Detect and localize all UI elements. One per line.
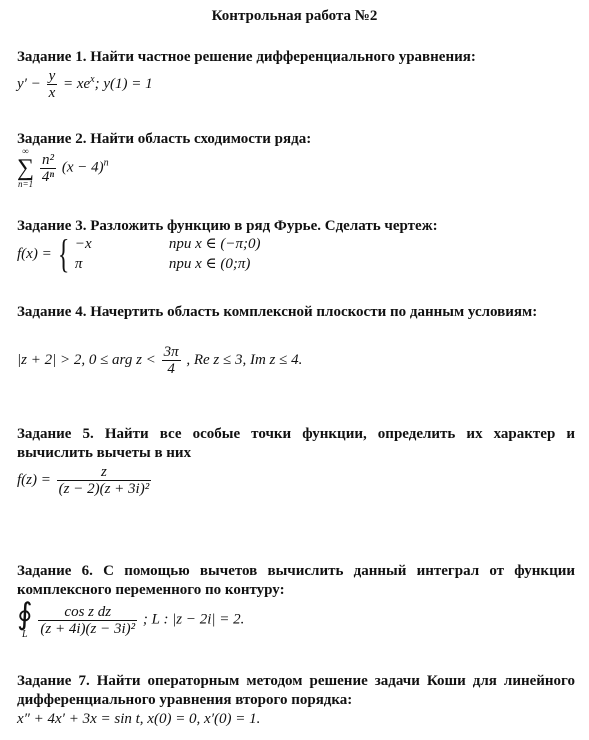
task-7-formula: x″ + 4x′ + 3x = sin t, x(0) = 0, x′(0) = 1. <box>17 711 261 727</box>
task-1-formula: y′ − $\frac{y}{x}$ = $xe^x$; y(1) = 1 <box>17 68 153 101</box>
task-3-heading: Задание 3. Разложить функцию в ряд Фурье. Сделать чертеж: <box>17 218 438 234</box>
fraction-integrand: $\frac{\text{cos z dz}}{\text{(z + 4i)(z − 3i)²}}$ <box>40 603 136 637</box>
task-2-formula: ∞ ∑ n=1 $\frac{\text{n²}}{\text{4ⁿ}}$ $(x - 4)^n$ <box>17 146 109 189</box>
task-4-formula: |z + 2| > 2, 0 ≤ arg z < $\frac{3\pi}{4}$ , Re z ≤ 3, Im z ≤ 4. <box>17 344 303 377</box>
task-5-formula: f(z) = $\frac{z}{\text{(z − 2)(z + 3i)²}}$ <box>17 464 150 497</box>
fraction-series-term: $\frac{\text{n²}}{\text{4ⁿ}}$ <box>41 151 55 185</box>
task-3-formula: f(x) = { −x при x ∈ (−π;0) π при x ∈ (0;π) <box>17 231 261 276</box>
piecewise-cases: −x при x ∈ (−π;0) π при x ∈ (0;π) <box>74 236 261 272</box>
summation: ∞ ∑ n=1 <box>17 146 35 189</box>
fraction-f-of-z: $\frac{z}{\text{(z − 2)(z + 3i)²}}$ <box>58 464 150 497</box>
task-5-heading: Задание 5. Найти все особые точки функции, определить их характер и вычислить вычеты в них <box>17 426 575 461</box>
task-4-heading: Задание 4. Начертить область комплексной плоскости по данным условиям: <box>17 304 538 320</box>
task-2-heading: Задание 2. Найти область сходимости ряда: <box>17 131 312 147</box>
fraction-y-over-x: $\frac{y}{x}$ <box>48 68 56 101</box>
task-1-heading: Задание 1. Найти частное решение дифференциального уравнения: <box>17 49 476 65</box>
page-title: Контрольная работа №2 <box>211 8 378 24</box>
task-6-heading: Задание 6. С помощью вычетов вычислить данный интеграл от функции комплексного переменного по контуру: <box>17 563 575 598</box>
fraction-3pi-over-4: $\frac{3\pi}{4}$ <box>163 344 179 377</box>
contour-integral: ∮ L <box>17 598 33 640</box>
left-brace: { <box>57 231 70 276</box>
task-7-heading: Задание 7. Найти операторным методом решение задачи Коши для линейного дифференциального уравнения второго порядка: <box>17 673 575 708</box>
task-6-formula: ∮ L $\frac{\text{cos z dz}}{\text{(z + 4i)(z − 3i)²}}$ ; L : |z − 2i| = 2. <box>17 598 245 640</box>
